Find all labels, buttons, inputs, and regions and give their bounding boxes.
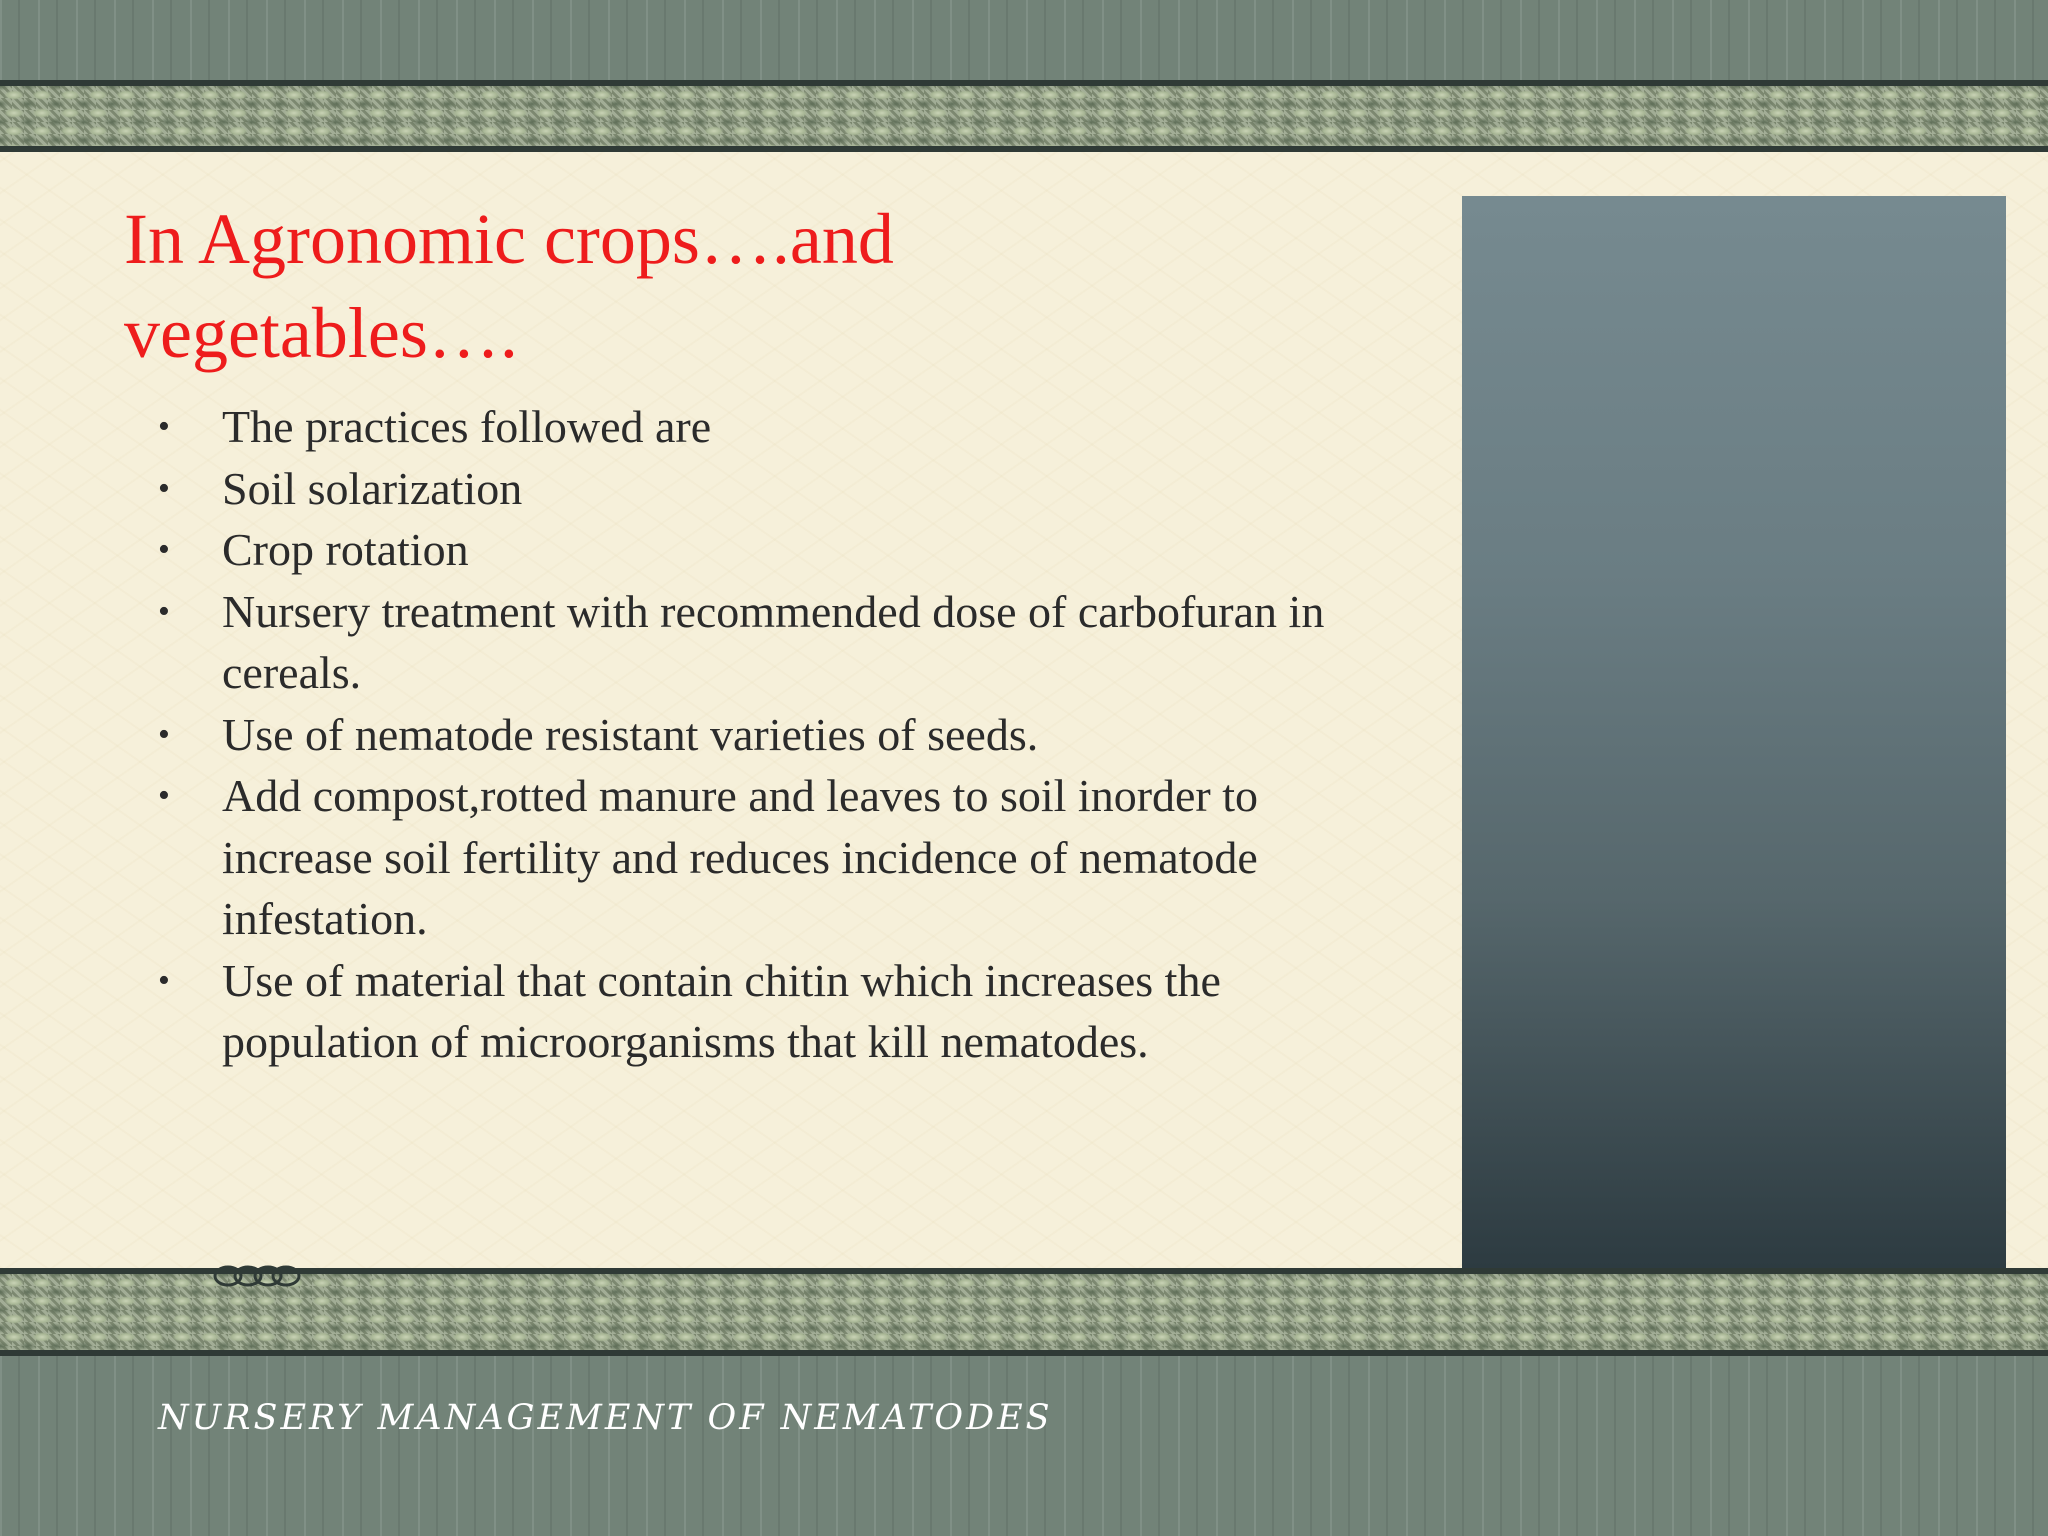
bullet-icon: •	[158, 469, 170, 507]
bullet-item	[156, 581, 1406, 704]
bullet-item	[156, 458, 1406, 520]
bullet-icon: •	[158, 715, 170, 753]
bullet-icon: •	[158, 408, 170, 445]
bullet-text: Use of material that contain chitin which increases the population of microorganisms that kill nematodes.	[222, 954, 1221, 1067]
bullet-item	[156, 765, 1406, 950]
bottom-stripe-band	[0, 1356, 2048, 1536]
slide-title	[124, 192, 1424, 380]
bullet-text: Add compost,rotted manure and leaves to soil inorder to increase soil fertility and reduces incidence of nematode infestation.	[222, 770, 1259, 944]
bottom-braid-border	[0, 1268, 2048, 1356]
bullet-item	[156, 396, 1406, 458]
bullet-text: Nursery treatment with recommended dose of carbofuran in cereals.	[222, 585, 1325, 698]
bullet-text: Soil solarization	[222, 462, 523, 514]
bullet-text: Use of nematode resistant varieties of seeds.	[222, 708, 1039, 760]
bullet-icon: •	[158, 531, 170, 568]
bullet-text: The practices followed are	[222, 401, 712, 452]
title-line-1: In Agronomic crops….and	[124, 199, 894, 279]
title-line-2: vegetables….	[124, 293, 518, 373]
bullet-icon: •	[158, 777, 170, 814]
bullet-item	[156, 704, 1406, 766]
bullet-icon: •	[158, 961, 170, 999]
bullet-list	[156, 396, 1406, 1073]
bullet-text: Crop rotation	[222, 524, 469, 575]
top-braid-border	[0, 80, 2048, 152]
bullet-item	[156, 950, 1406, 1073]
bullet-item	[156, 519, 1406, 581]
bullet-icon: •	[158, 592, 170, 630]
side-panel	[1462, 196, 2006, 1276]
footer-title: NURSERY MANAGEMENT OF NEMATODES	[158, 1398, 1053, 1438]
top-stripe-band	[0, 0, 2048, 80]
knot-ornament-icon	[212, 1262, 302, 1290]
